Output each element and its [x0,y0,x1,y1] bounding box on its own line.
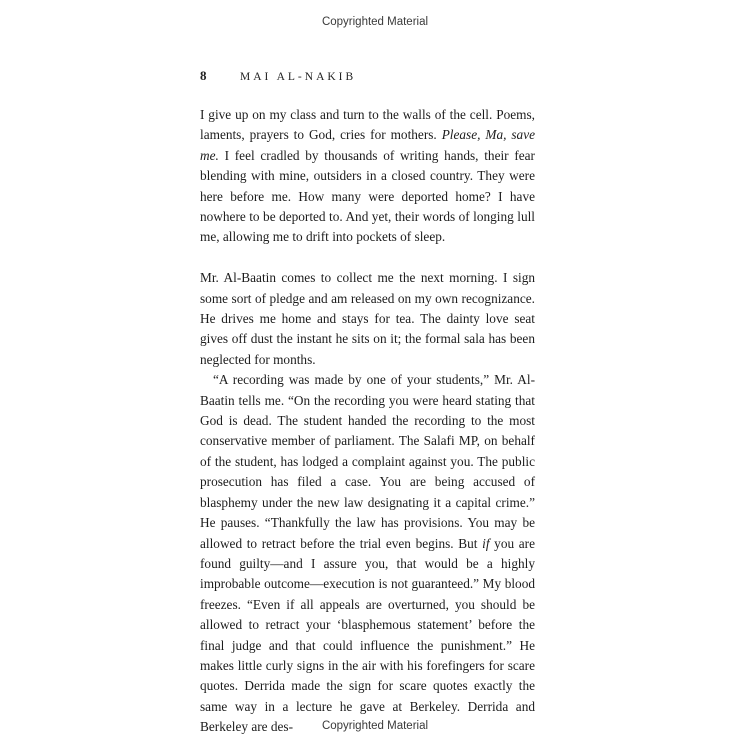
paragraph-text: I give up on my class and turn to the walls of the cell. Poems, laments, prayers to God, cries for mothers. [200,107,535,143]
page-number: 8 [200,68,207,83]
author-name: MAI AL-NAKIB [240,71,357,83]
running-head [200,68,600,84]
italic-plea: Please, Ma, save me. [200,127,535,163]
body-text [200,105,535,738]
italic-if: if [482,535,490,551]
copyright-watermark-top: Copyrighted Material [321,16,429,28]
paragraph-release: Mr. Al-Baatin comes to collect me the next morning. I sign some sort of pledge and am released on my own recognizance. He drives me home and stays for tea. The dainty love seat gives off dust the instant he sits on it; the formal sala has been neglected for months. [200,270,535,367]
paragraph-text: I feel cradled by thousands of writing hands, their fear blending with mine, outsiders in a closed country. They were here before me. How many were deported home? I have nowhere to be deported to. And yet, their words of longing lull me, allowing me to drift into pockets of sleep. [200,147,535,245]
paragraph-text: you are found guilty—and I assure you, that would be a highly improbable outcome—execution is not guaranteed.” My blood freezes. “Even if all appeals are overturned, you should be allowed to retract your ‘blasphemous statement’ before the final judge and that could influence the punishment.” He makes little curly signs in the air with his forefingers for scare quotes. Derrida made the sign for scare quotes exactly the same way in a lecture he gave at Berkeley. Derrida and Berkeley are des- [200,535,535,735]
paragraph-text: “A recording was made by one of your students,” Mr. Al-Baatin tells me. “On the recording you were heard stating that God is dead. The student handed the recording to the most conservative member of parliament. The Salafi MP, on behalf of the student, has lodged a complaint against you. The public prosecution has filed a case. You are being accused of blasphemy under the new law designating it a capital crime.” He pauses. “Thankfully the law has provisions. You may be allowed to retract before the trial even begins. But [200,372,535,551]
paragraph-recording [200,370,535,737]
copyright-watermark-bottom: Copyrighted Material [321,720,429,732]
paragraph-cell-walls [200,105,535,248]
